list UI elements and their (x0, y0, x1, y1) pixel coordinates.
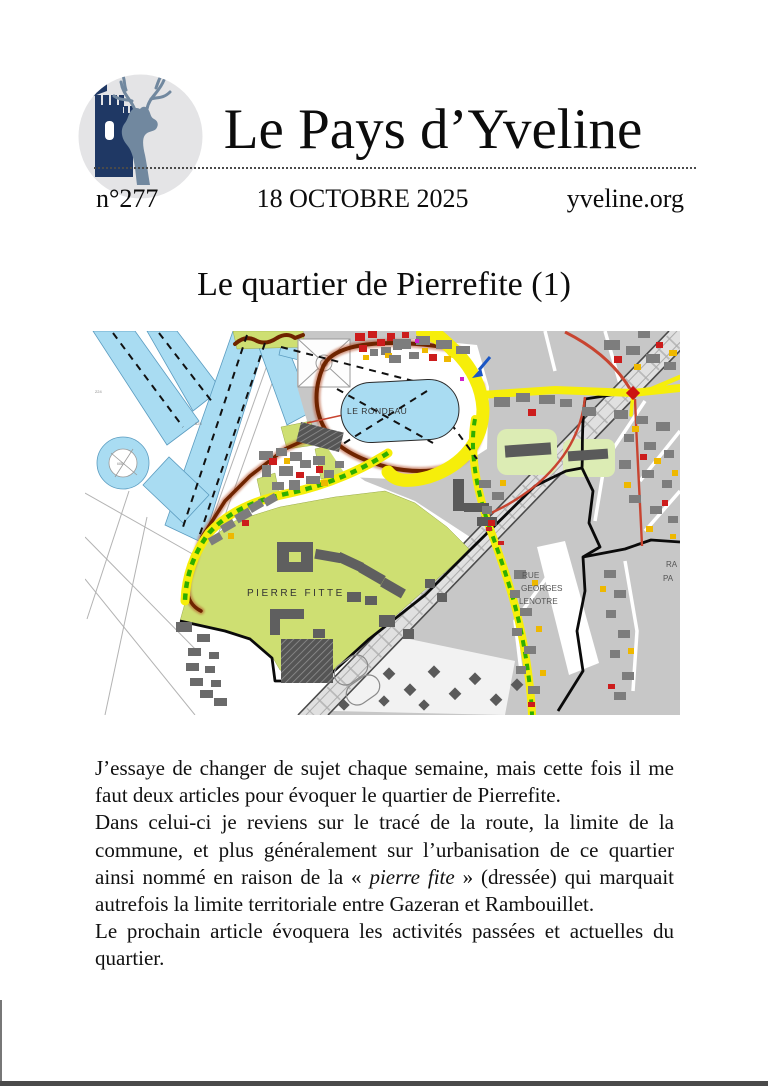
italic-term: pierre fite (369, 864, 455, 889)
pond-label: LE RONDEAU (347, 406, 408, 416)
partial-label-ra: RA (666, 560, 678, 569)
pierrefite-map (85, 331, 680, 715)
parcel-number-3: 688 (117, 462, 123, 466)
issue-date: 18 OCTOBRE 2025 (256, 184, 469, 213)
street-label-line3: LENOTRE (519, 597, 558, 606)
website-url[interactable]: yveline.org (566, 184, 684, 213)
paragraph-1: J’essaye de changer de sujet chaque semaine, mais cette fois il me faut deux articles pour évoquer le quartier de Pierrefite. (95, 756, 674, 808)
paragraph-2: Dans celui-ci je reviens sur le tracé de la route, la limite de la commune, et plus généralement sur l’urbanisation de ce quartier ainsi nommé en raison de la « pierre fite » (dressée) qui marquait autrefois la limite territoriale entre Gazeran et Rambouillet. (95, 810, 674, 917)
issue-number: n°277 (96, 184, 159, 213)
parcel-number-1: 224 (95, 389, 102, 394)
street-label-line2: GEORGES (521, 584, 563, 593)
article-headline: Le quartier de Pierrefite (1) (197, 266, 571, 303)
issue-info-row (96, 184, 684, 214)
cadastral-map-figure (85, 331, 680, 715)
paragraph-3: Le prochain article évoquera les activités passées et actuelles du quartier. (95, 919, 674, 971)
partial-label-pa: PA (663, 574, 674, 583)
district-label: PIERRE FITTE (247, 588, 345, 599)
article-body (95, 755, 674, 973)
street-label-line1: RUE (522, 571, 540, 580)
newsletter-title: Le Pays d’Yveline (223, 98, 643, 161)
dotted-divider (94, 167, 696, 169)
scan-edge-left (0, 1000, 2, 1086)
parcel-number-2: 825 (195, 421, 202, 426)
scan-edge-bottom (0, 1081, 768, 1086)
